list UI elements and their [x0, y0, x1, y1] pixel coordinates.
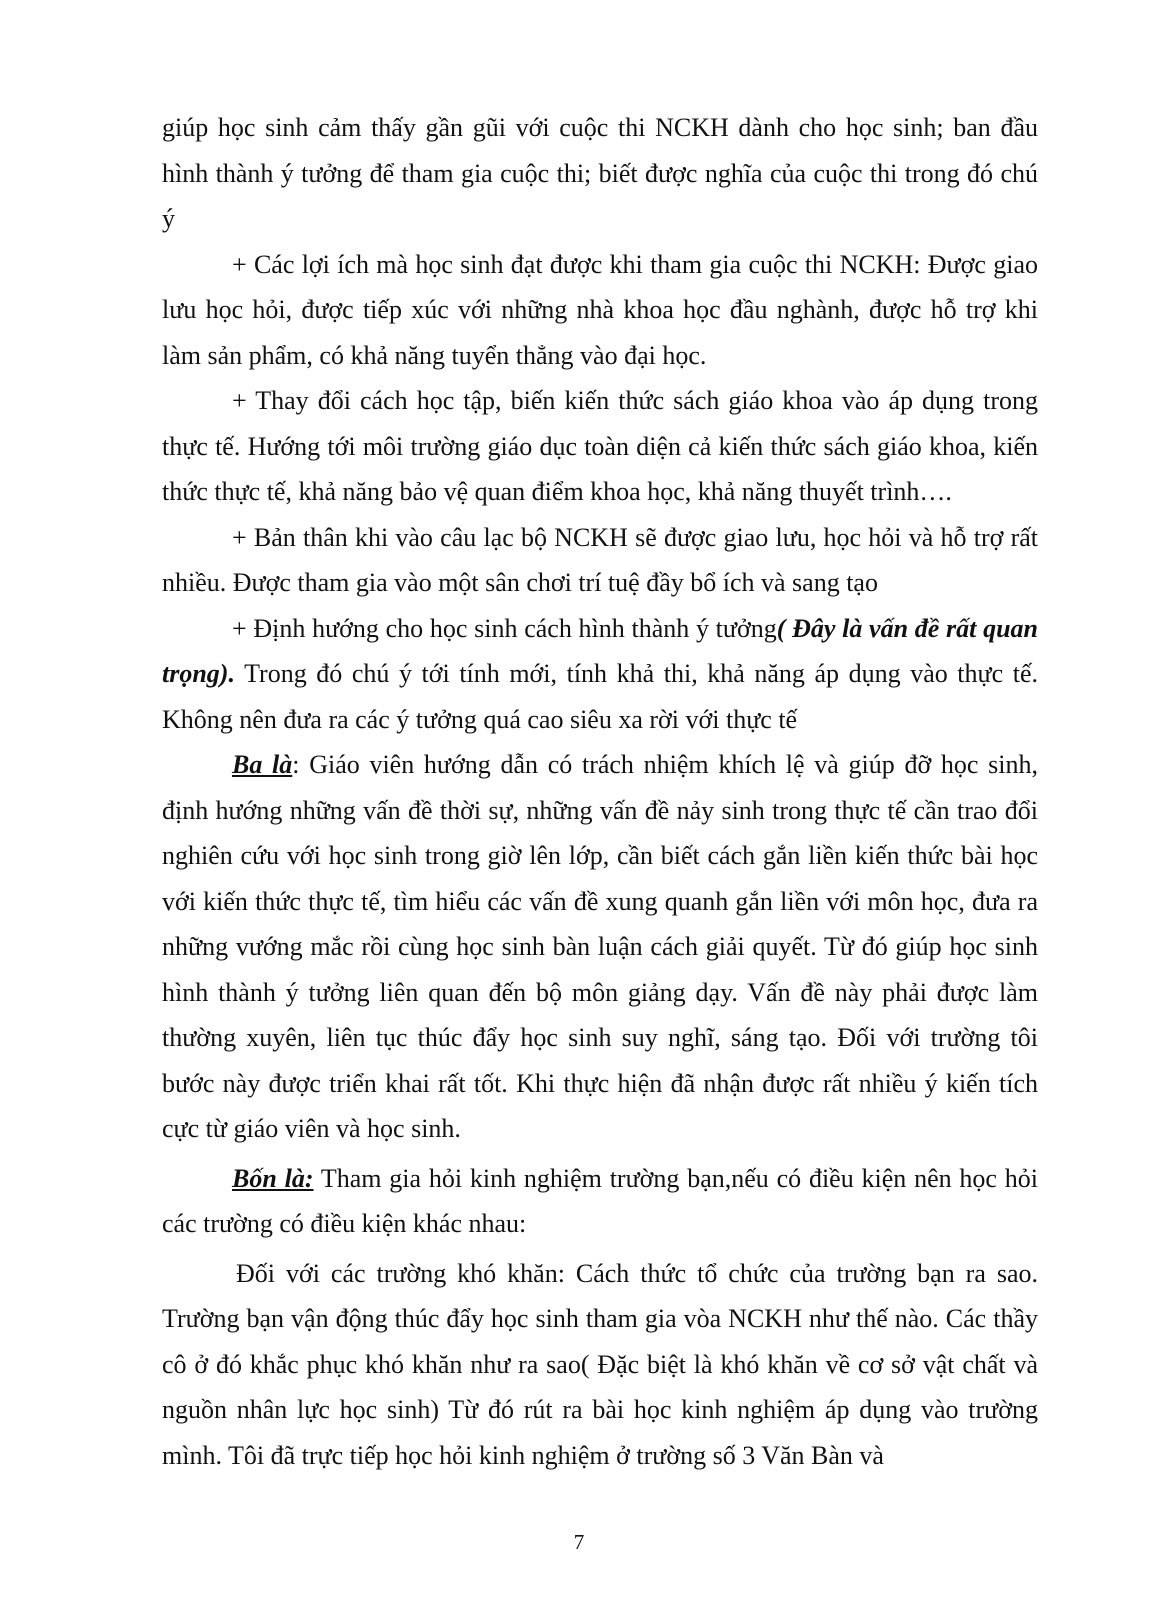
idea-orientation-text: + Định hướng cho học sinh cách hình thành ý tưởng — [232, 613, 777, 643]
paragraph-benefits: + Các lợi ích mà học sinh đạt được khi tham gia cuộc thi NCKH: Được giao lưu học hỏi, được tiếp xúc với những nhà khoa học đầu nghành, được hỗ trợ khi làm sản phẩm, có khả năng tuyển thẳng vào đại học. — [162, 249, 1038, 370]
body-text — [162, 105, 1038, 1478]
fourth-point-text: Tham gia hỏi kinh nghiệm trường bạn,nếu có điều kiện nên học hỏi các trường có điều kiện khác nhau: — [162, 1163, 1038, 1238]
third-point-label: Ba là — [232, 750, 293, 779]
paragraph-learning-change: + Thay đổi cách học tập, biến kiến thức sách giáo khoa vào áp dụng trong thực tế. Hướng tới môi trường giáo dục toàn diện cả kiến thức sách giáo khoa, kiến thức thực tế, khả năng bảo vệ quan điểm khoa học, khả năng thuyết trình…. — [162, 386, 1038, 506]
idea-orientation-continuation: Trong đó chú ý tới tính mới, tính khả thi, khả năng áp dụng vào thực tế. Không nên đưa ra các ý tưởng quá cao siêu xa rời với thực tế — [162, 659, 1038, 734]
paragraph-third-point — [162, 742, 1038, 1152]
paragraph-science-club: + Bản thân khi vào câu lạc bộ NCKH sẽ được giao lưu, học hỏi và hỗ trợ rất nhiều. Được tham gia vào một sân chơi trí tuệ đầy bổ ích và sang tạo — [162, 522, 1038, 597]
paragraph-fourth-point — [162, 1156, 1038, 1247]
third-point-text: : Giáo viên hướng dẫn có trách nhiệm khích lệ và giúp đỡ học sinh, định hướng những vấn đề thời sự, những vấn đề nảy sinh trong thực tế cần trao đổi nghiên cứu với học sinh trong giờ lên lớp, cần biết cách gắn liền kiến thức bài học với kiến thức thực tế, tìm hiểu các vấn đề xung quanh gắn liền với môn học, đưa ra những vướng mắc rồi cùng học sinh bàn luận cách giải quyết. Từ đó giúp học sinh hình thành ý tưởng liên quan đến bộ môn giảng dạy. Vấn đề này phải được làm thường xuyên, liên tục thúc đẩy học sinh suy nghĩ, sáng tạo. Đối với trường tôi bước này được triển khai rất tốt. Khi thực hiện đã nhận được rất nhiều ý kiến tích cực từ giáo viên và học sinh. — [162, 750, 1038, 1143]
paragraph-continuation: giúp học sinh cảm thấy gần gũi với cuộc thi NCKH dành cho học sinh; ban đầu hình thành ý tưởng để tham gia cuộc thi; biết được nghĩa của cuộc thi trong đó chú ý — [162, 113, 1038, 233]
paragraph-difficult-schools: Đối với các trường khó khăn: Cách thức tổ chức của trường bạn ra sao. Trường bạn vận động thúc đẩy học sinh tham gia vòa NCKH như thế nào. Các thầy cô ở đó khắc phục khó khăn như ra sao( Đặc biệt là khó khăn về cơ sở vật chất và nguồn nhân lực học sinh) Từ đó rút ra bài học kinh nghiệm áp dụng vào trường mình. Tôi đã trực tiếp học hỏi kinh nghiệm ở trường số 3 Văn Bàn và — [162, 1258, 1038, 1470]
fourth-point-label: Bốn là: — [232, 1163, 314, 1193]
paragraph-idea-orientation — [162, 606, 1038, 743]
important-note: ( Đây là vấn đề rất quan trọng). — [162, 613, 1038, 688]
page-number: 7 — [573, 1530, 585, 1554]
